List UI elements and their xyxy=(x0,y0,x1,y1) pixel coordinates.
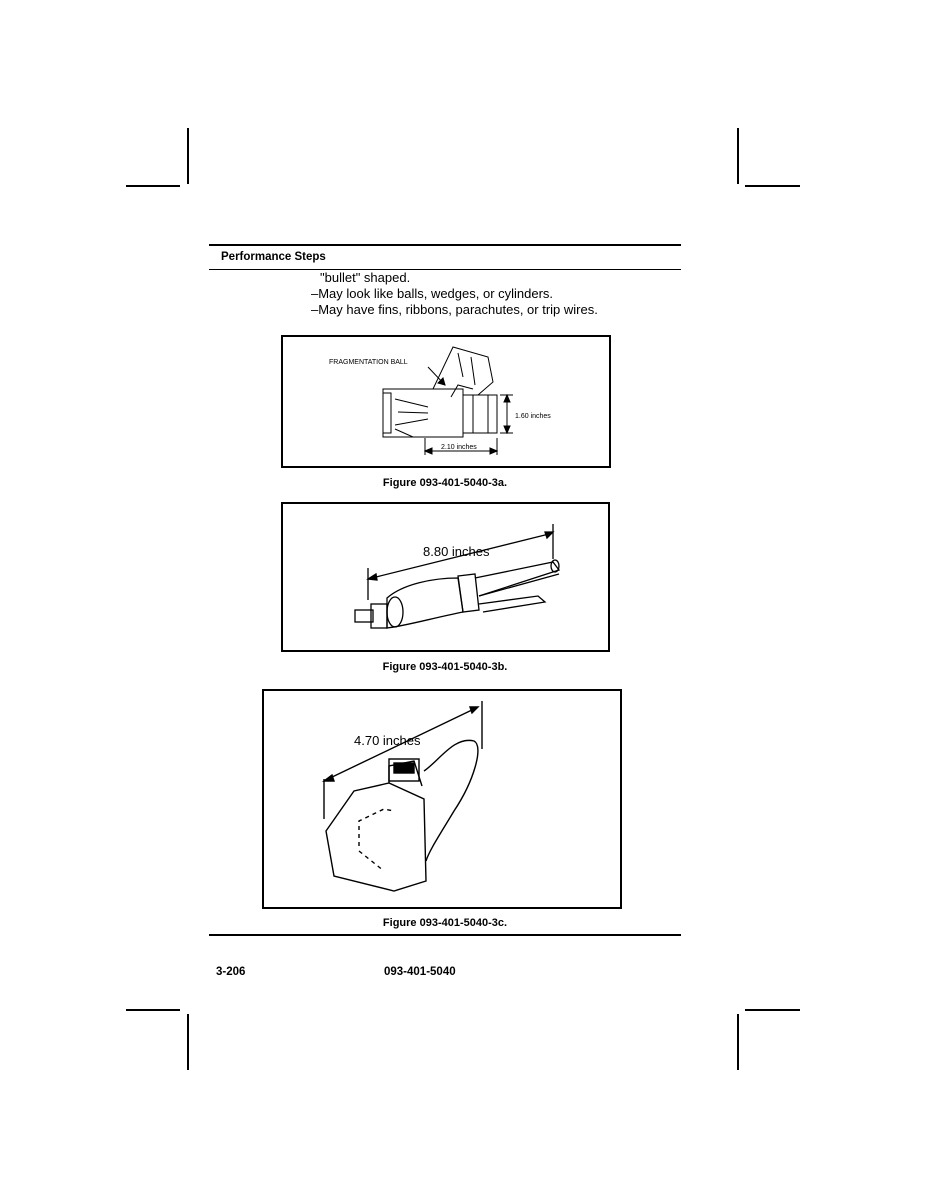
figure-3b xyxy=(281,502,610,652)
label-fragmentation-ball: FRAGMENTATION BALL xyxy=(329,359,408,366)
crop-mark-bottom-left-vertical xyxy=(187,1014,189,1070)
figure-3c xyxy=(262,689,622,909)
label-width: 2.10 inches xyxy=(441,444,477,451)
crop-mark-top-left-horizontal xyxy=(126,185,180,187)
label-height: 1.60 inches xyxy=(515,413,551,420)
body-text-line-3: –May have fins, ribbons, parachutes, or trip wires. xyxy=(311,302,598,317)
crop-mark-top-right-vertical xyxy=(737,128,739,184)
figure-3a-caption: Figure 093-401-5040-3a. xyxy=(382,477,508,489)
section-header: Performance Steps xyxy=(221,251,326,263)
page-number: 3-206 xyxy=(216,966,246,978)
figure-3b-caption: Figure 093-401-5040-3b. xyxy=(382,661,508,673)
header-bottom-rule xyxy=(209,269,681,270)
crop-mark-bottom-left-horizontal xyxy=(126,1009,180,1011)
body-text-line-1: "bullet" shaped. xyxy=(320,270,411,285)
body-text-line-2: –May look like balls, wedges, or cylinders. xyxy=(311,286,554,301)
label-length-3c: 4.70 inches xyxy=(354,733,421,748)
label-length-3b: 8.80 inches xyxy=(423,544,490,559)
crop-mark-top-left-vertical xyxy=(187,128,189,184)
figure-3a-drawing xyxy=(283,337,611,468)
figure-3a xyxy=(281,335,611,468)
crop-mark-bottom-right-vertical xyxy=(737,1014,739,1070)
figure-3c-caption: Figure 093-401-5040-3c. xyxy=(382,917,508,929)
figure-3b-drawing xyxy=(283,504,610,652)
header-top-rule xyxy=(209,244,681,246)
footer-rule xyxy=(209,934,681,936)
crop-mark-bottom-right-horizontal xyxy=(745,1009,800,1011)
crop-mark-top-right-horizontal xyxy=(745,185,800,187)
figure-3c-drawing xyxy=(264,691,622,909)
document-id: 093-401-5040 xyxy=(384,966,456,978)
